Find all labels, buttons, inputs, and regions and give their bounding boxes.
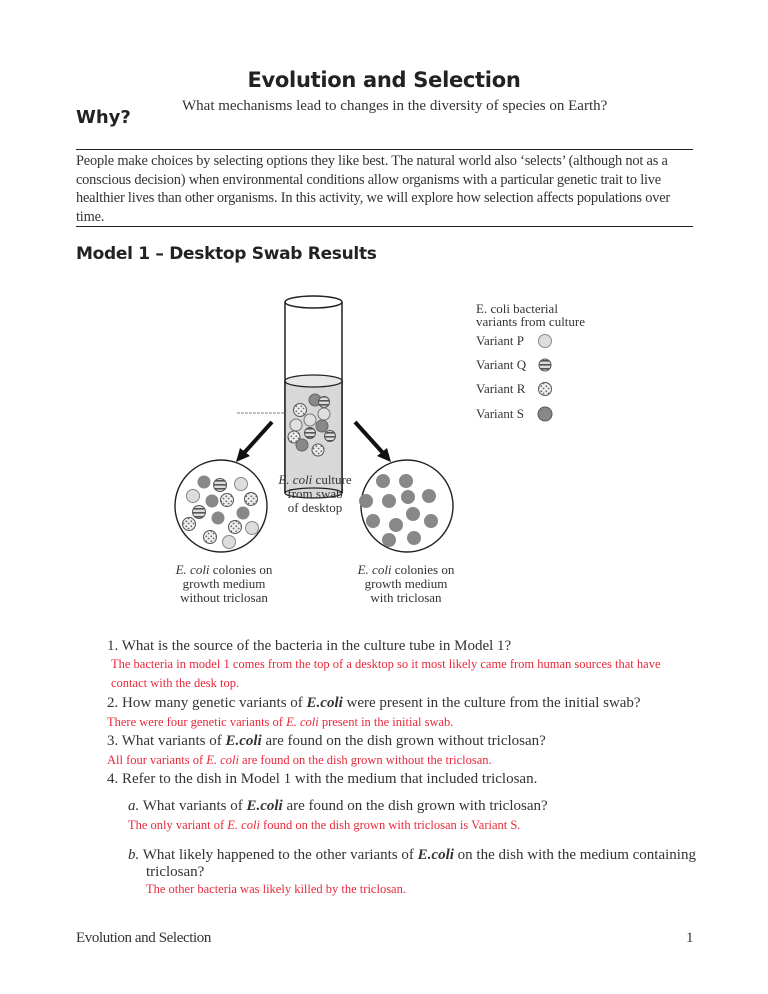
light-circle-icon — [539, 335, 552, 348]
arrow-right — [355, 422, 391, 462]
question-3: 3. What variants of E.coli are found on the dish grown without triclosan? — [107, 733, 546, 749]
answer-1-line2: contact with the desk top. — [111, 676, 240, 690]
question-2: 2. How many genetic variants of E.coli were present in the culture from the initial swab? — [107, 695, 641, 711]
question-1: 1. What is the source of the bacteria in the culture tube in Model 1? — [107, 638, 512, 654]
dish-without-triclosan — [175, 460, 267, 552]
legend-item-r: Variant R — [476, 381, 526, 396]
arrow-left — [236, 422, 272, 462]
legend-item-p: Variant P — [476, 333, 525, 348]
why-heading: Why? — [76, 107, 131, 128]
right-dish-caption: E. coli colonies on growth medium with triclosan — [357, 562, 455, 605]
model-heading: Model 1 – Desktop Swab Results — [76, 244, 377, 264]
question-4b-line2: triclosan? — [146, 864, 205, 880]
legend-item-s: Variant S — [476, 406, 525, 421]
legend-title: E. coli bacterial variants from culture — [476, 301, 586, 329]
answer-4b: The other bacteria was likely killed by the triclosan. — [146, 882, 406, 896]
culture-caption: E. coli culture from swab of desktop — [278, 472, 352, 515]
question-4b: b. What likely happened to the other variants of E.coli on the dish with the medium containing — [128, 847, 696, 863]
culture-tube — [285, 296, 342, 498]
guiding-question: What mechanisms lead to changes in the diversity of species on Earth? — [182, 98, 608, 114]
page-title: Evolution and Selection — [247, 68, 521, 92]
intro-paragraph: People make choices by selecting options they like best. The natural world also ‘selects’ (although not as a conscious decision) when environmental conditions allow organisms with a particular genetic trait to live healthier lives than other organisms. In this activity, we will explore how selection affects populations over time. — [76, 153, 670, 225]
striped-circle-icon — [539, 359, 551, 371]
left-dish-caption: E. coli colonies on growth medium without triclosan — [175, 562, 273, 605]
page-number: 1 — [686, 930, 694, 946]
dish-with-triclosan — [359, 460, 453, 552]
legend-item-q: Variant Q — [476, 357, 527, 372]
answer-3: All four variants of E. coli are found on the dish grown without the triclosan. — [107, 753, 492, 767]
answer-4a: The only variant of E. coli found on the dish grown with triclosan is Variant S. — [128, 818, 521, 832]
answer-1-line1: The bacteria in model 1 comes from the top of a desktop so it most likely came from human sources that have — [111, 657, 661, 671]
dark-circle-icon — [538, 407, 552, 421]
question-4a: a. What variants of E.coli are found on the dish grown with triclosan? — [128, 798, 548, 814]
question-4: 4. Refer to the dish in Model 1 with the medium that included triclosan. — [107, 771, 538, 787]
answer-2: There were four genetic variants of E. coli present in the initial swab. — [107, 715, 454, 729]
footer-title: Evolution and Selection — [76, 930, 211, 946]
speckled-circle-icon — [539, 383, 552, 396]
